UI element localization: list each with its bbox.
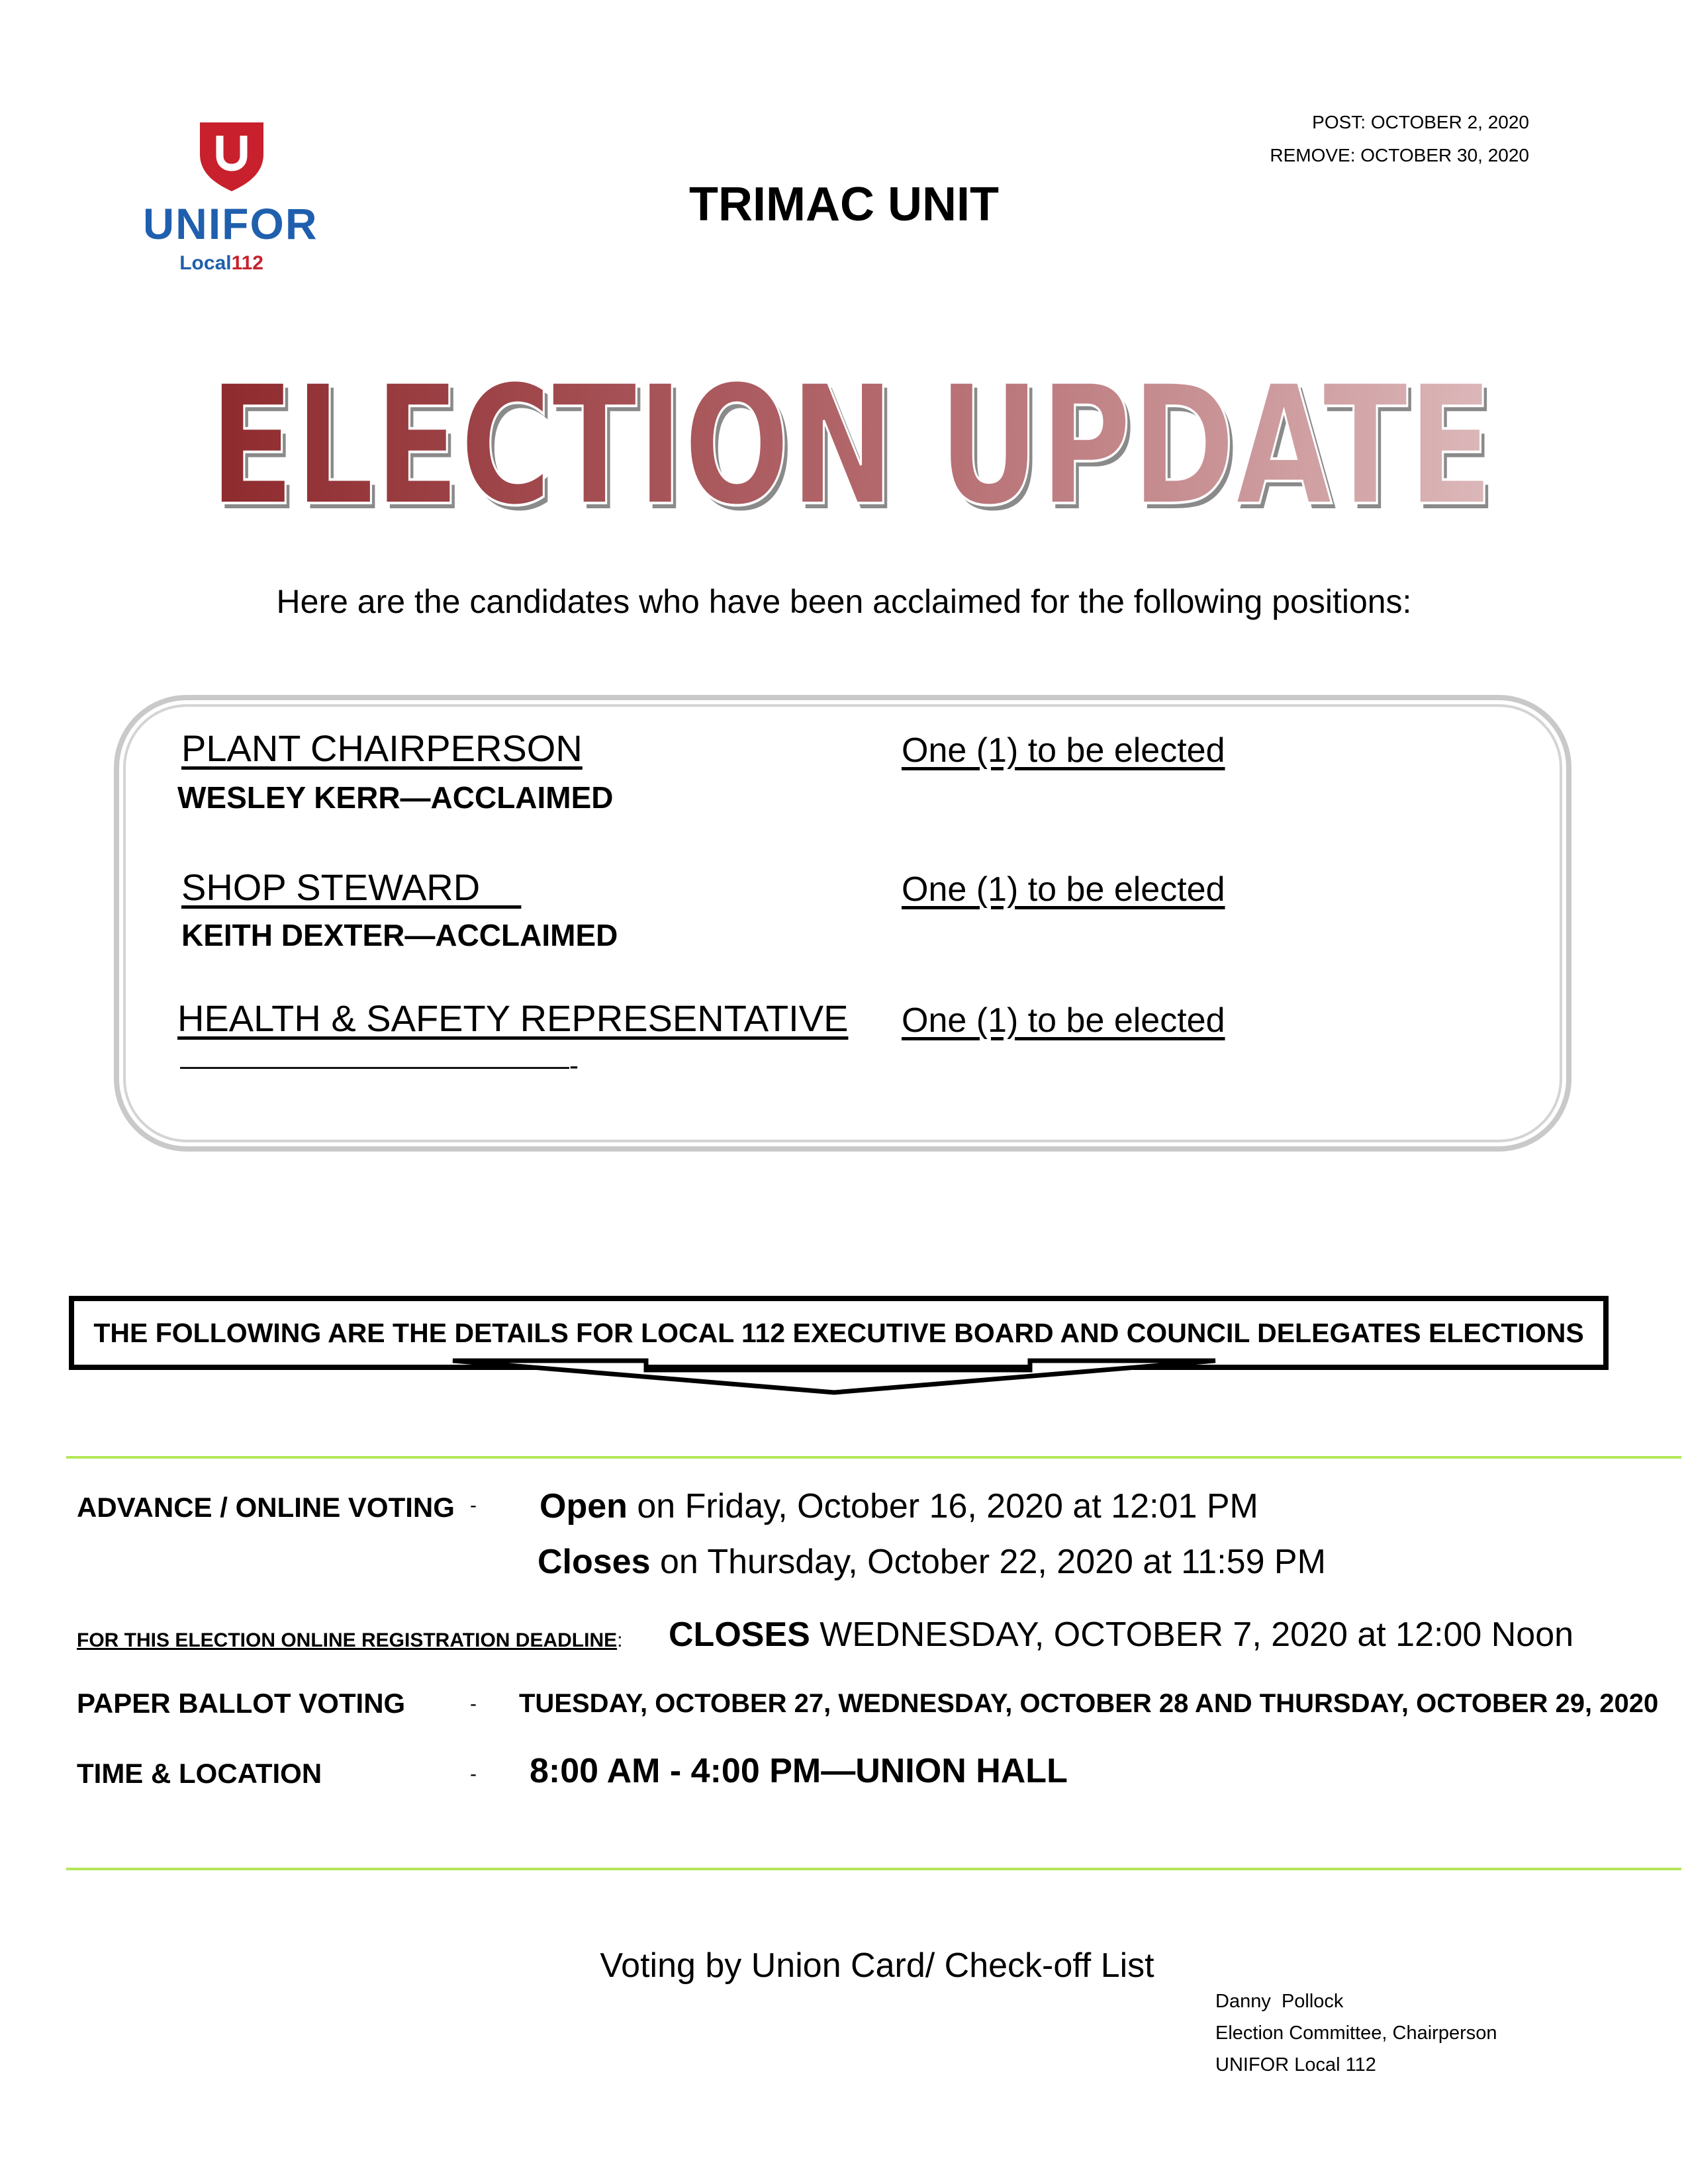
candidate-plant-chairperson: WESLEY KERR—ACCLAIMED [177,780,614,815]
banner-text: ELECTION UPDATE [209,357,1493,529]
registration-label-wrap [77,1629,622,1652]
seats-health-safety: One (1) to be elected [902,1001,1225,1040]
open-detail: on Friday, October 16, 2020 at 12:01 PM [627,1487,1258,1525]
paper-ballot-dash: - [470,1693,477,1715]
position-title-shop-steward: SHOP STEWARD [181,866,522,908]
open-word: Open [539,1487,628,1525]
paper-ballot-label: PAPER BALLOT VOTING [77,1688,406,1719]
candidate-shop-steward: KEITH DEXTER—ACCLAIMED [181,918,618,952]
election-update-banner [199,357,1509,529]
signer-role: Election Committee, Chairperson [1215,2023,1497,2044]
advance-open-line [539,1486,1258,1526]
intro-text: Here are the candidates who have been acclaimed for the following positions: [276,583,1412,620]
registration-deadline [669,1615,1573,1655]
logo-wordmark: UNIFOR [146,199,318,248]
remove-date: REMOVE: OCTOBER 30, 2020 [1270,145,1529,165]
closes-word: Closes [538,1543,651,1581]
advance-close-line [538,1542,1326,1582]
logo-local: Local112 [179,252,263,274]
unit-title: TRIMAC UNIT [689,178,999,231]
advance-voting-dash: - [470,1494,477,1516]
banner-shadow: ELECTION UPDATE [213,357,1497,529]
position-title-health-safety: HEALTH & SAFETY REPRESENTATIVE [177,997,849,1039]
registration-label: FOR THIS ELECTION ONLINE REGISTRATION DEADLINE [77,1629,618,1651]
posting-dates [1270,106,1529,172]
divider-top [66,1456,1681,1459]
voting-requirements: Voting by Union Card/ Check-off List [600,1946,1154,1985]
time-location-value: 8:00 AM - 4:00 PM—UNION HALL [530,1752,1068,1790]
registration-colon: : [617,1629,623,1651]
time-location-dash: - [470,1763,477,1785]
post-date: POST: OCTOBER 2, 2020 [1312,112,1529,132]
advance-voting-label: ADVANCE / ONLINE VOTING [77,1492,455,1523]
details-heading: THE FOLLOWING ARE THE DETAILS FOR LOCAL 112 EXECUTIVE BOARD AND COUNCIL DELEGATES ELECTIONS [93,1317,1584,1348]
seats-plant-chairperson: One (1) to be elected [902,731,1225,770]
signer-organization: UNIFOR Local 112 [1215,2054,1376,2075]
position-title-plant-chairperson: PLANT CHAIRPERSON [181,727,583,769]
divider-bottom [66,1868,1681,1870]
registration-closes-detail: WEDNESDAY, OCTOBER 7, 2020 at 12:00 Noon [810,1615,1574,1654]
signature-block [1215,1985,1497,2081]
signer-name: Danny Pollock [1215,1991,1344,2012]
seats-shop-steward: One (1) to be elected [902,870,1225,909]
close-detail: on Thursday, October 22, 2020 at 11:59 PM [650,1543,1326,1581]
candidate-health-safety: ——————————————- [180,1050,579,1081]
time-location-label: TIME & LOCATION [77,1758,322,1789]
paper-ballot-dates: TUESDAY, OCTOBER 27, WEDNESDAY, OCTOBER 28 AND THURSDAY, OCTOBER 29, 2020 [519,1689,1659,1718]
down-arrow-icon [450,1357,1218,1396]
registration-closes-word: CLOSES [669,1615,810,1654]
